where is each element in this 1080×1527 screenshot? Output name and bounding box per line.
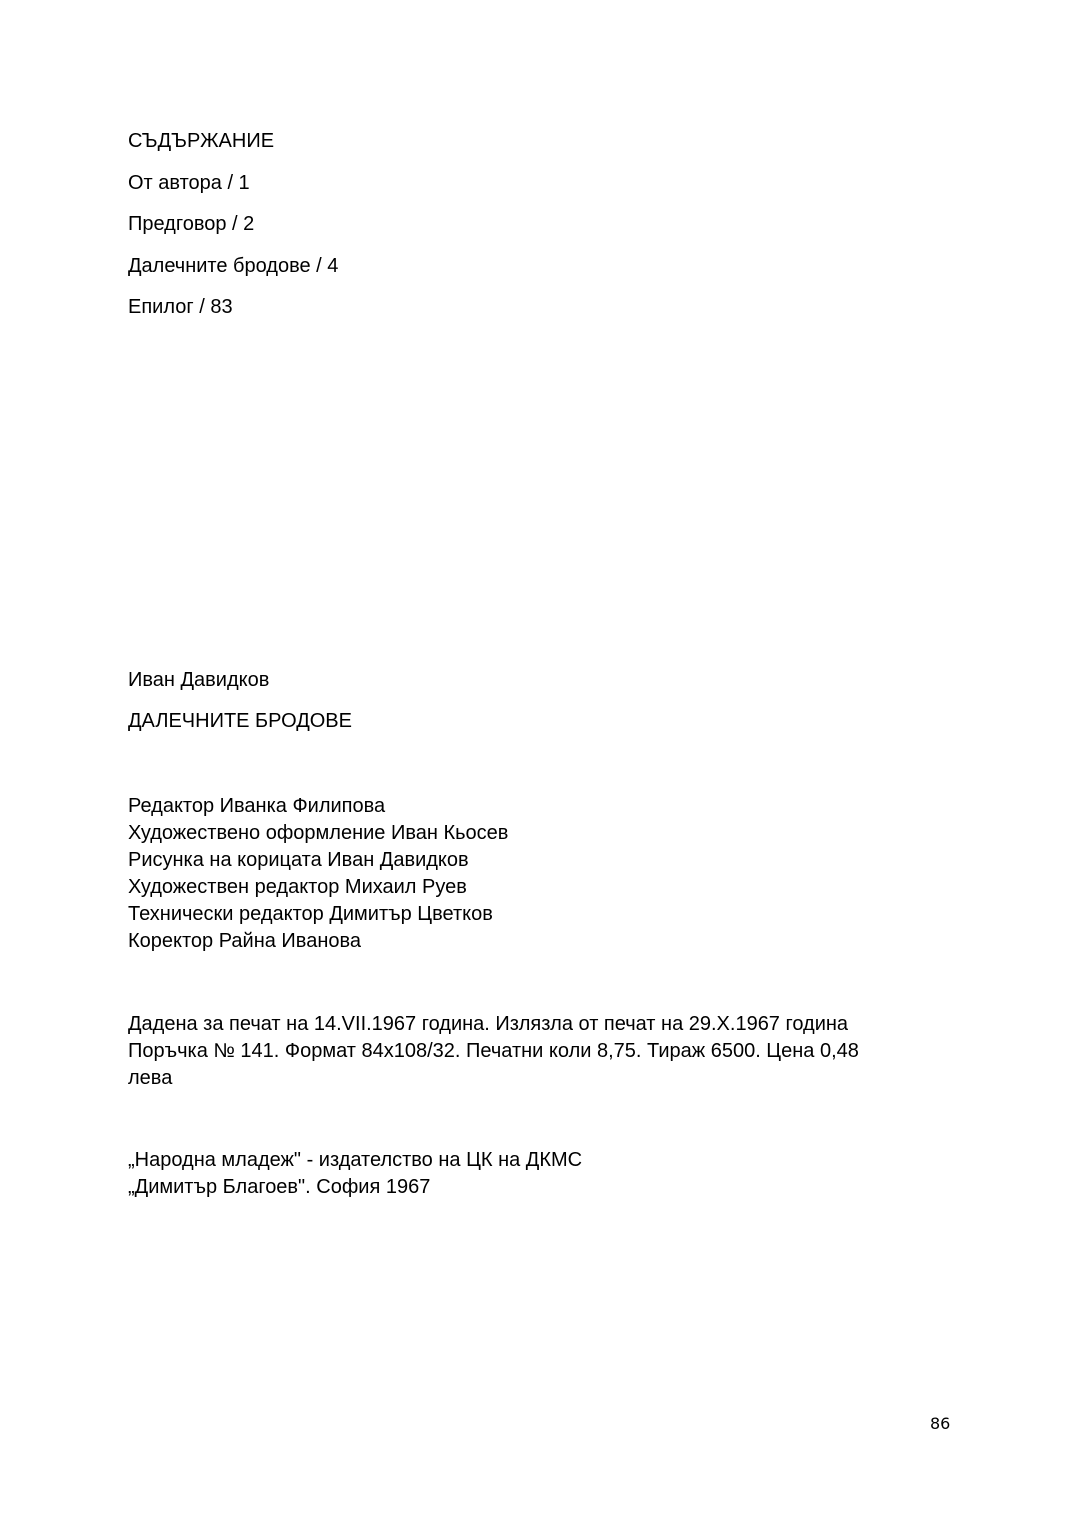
imprint-line: Поръчка № 141. Формат 84x108/32. Печатни коли 8,75. Тираж 6500. Цена 0,48 (128, 1040, 859, 1062)
book-info (128, 668, 352, 750)
credit-line: Художествено оформление Иван Кьосев (128, 822, 509, 844)
credits-block (128, 793, 508, 955)
toc-entry: Епилог / 83 (128, 296, 233, 318)
publisher-line: „Димитър Благоев". София 1967 (128, 1176, 431, 1198)
toc-heading: СЪДЪРЖАНИЕ (128, 130, 275, 152)
table-of-contents (128, 129, 338, 337)
credit-line: Редактор Иванка Филипова (128, 795, 386, 817)
credit-line: Коректор Райна Иванова (128, 930, 362, 952)
imprint-line: лева (128, 1067, 173, 1089)
toc-entry: От автора / 1 (128, 171, 250, 194)
toc-entry: Предговор / 2 (128, 213, 255, 235)
credit-line: Рисунка на корицата Иван Давидков (128, 849, 469, 871)
publisher-block (128, 1147, 582, 1201)
book-title: ДАЛЕЧНИТЕ БРОДОВЕ (128, 710, 352, 732)
author-name: Иван Давидков (128, 669, 270, 691)
toc-entry: Далечните бродове / 4 (128, 254, 339, 277)
imprint-line: Дадена за печат на 14.VII.1967 година. Излязла от печат на 29.X.1967 година (128, 1013, 849, 1035)
imprint-block (128, 1011, 948, 1092)
page-number: 86 (930, 1414, 951, 1433)
credit-line: Технически редактор Димитър Цветков (128, 903, 493, 925)
credit-line: Художествен редактор Михаил Руев (128, 876, 467, 898)
publisher-line: „Народна младеж" - издателство на ЦК на ДКМС (128, 1149, 583, 1171)
